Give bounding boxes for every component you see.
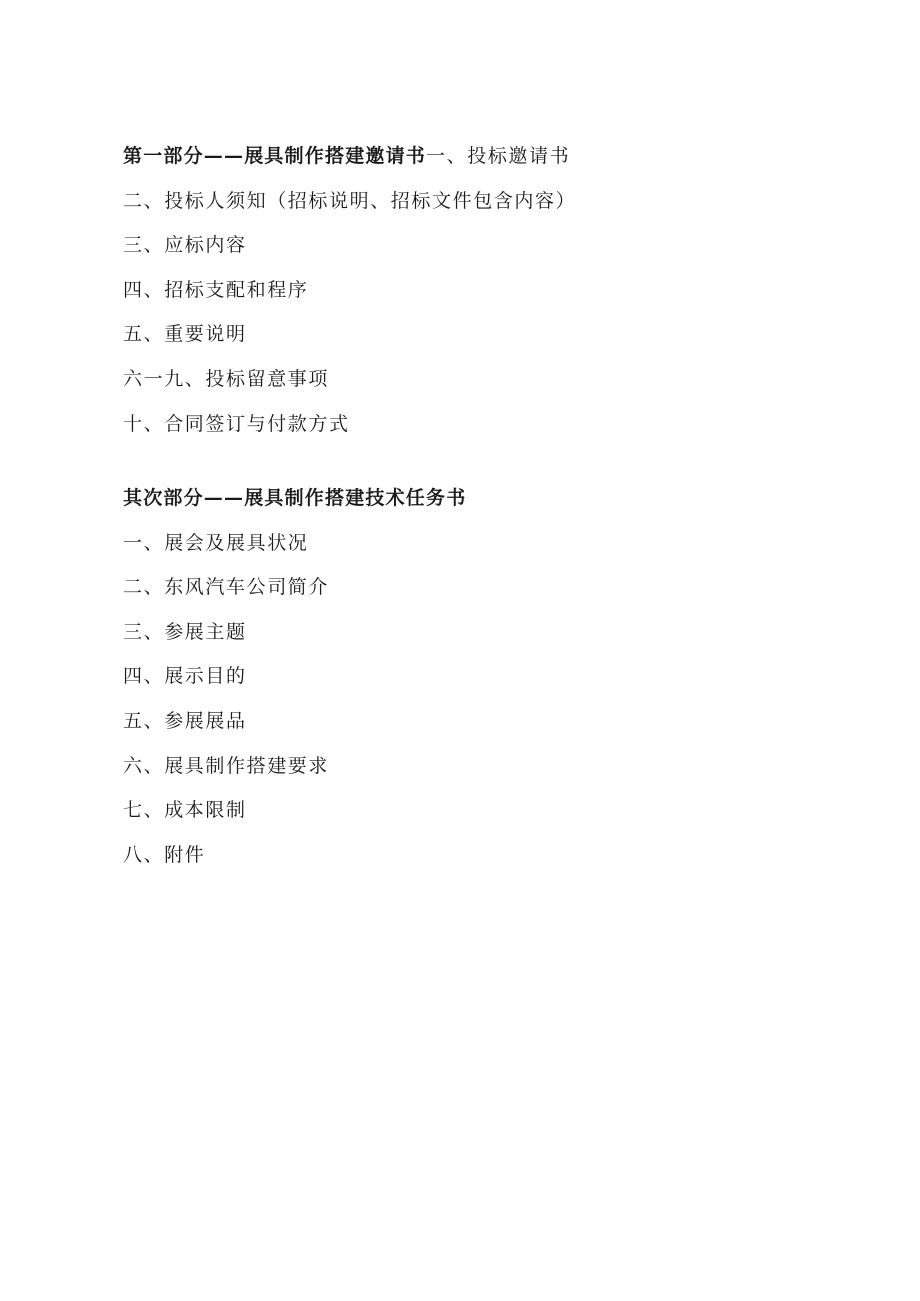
toc-item: 一、投标邀请书 xyxy=(426,145,571,167)
toc-item: 五、参展展品 xyxy=(123,709,247,732)
part-one-heading: 第一部分——展具制作搭建邀请书 xyxy=(123,145,427,167)
toc-item: 五、重要说明 xyxy=(123,323,247,346)
toc-item: 三、参展主题 xyxy=(123,620,247,643)
toc-item: 二、投标人须知（招标说明、招标文件包含内容） xyxy=(123,189,577,212)
toc-item: 三、应标内容 xyxy=(123,234,247,257)
part-one-heading-line xyxy=(123,143,823,188)
toc-item: 六、展具制作搭建要求 xyxy=(123,754,330,777)
toc-item: 八、附件 xyxy=(123,843,206,866)
part-two-toc xyxy=(123,485,823,886)
toc-item: 四、招标支配和程序 xyxy=(123,278,309,301)
toc-item: 一、展会及展具状况 xyxy=(123,531,309,554)
toc-item: 六一九、投标留意事项 xyxy=(123,367,330,390)
toc-item: 七、成本限制 xyxy=(123,799,247,822)
part-two-heading: 其次部分——展具制作搭建技术任务书 xyxy=(123,487,467,509)
part-one-toc xyxy=(123,143,823,455)
toc-item: 十、合同签订与付款方式 xyxy=(123,412,350,435)
toc-item: 四、展示目的 xyxy=(123,665,247,688)
toc-item: 二、东风汽车公司简介 xyxy=(123,576,330,599)
